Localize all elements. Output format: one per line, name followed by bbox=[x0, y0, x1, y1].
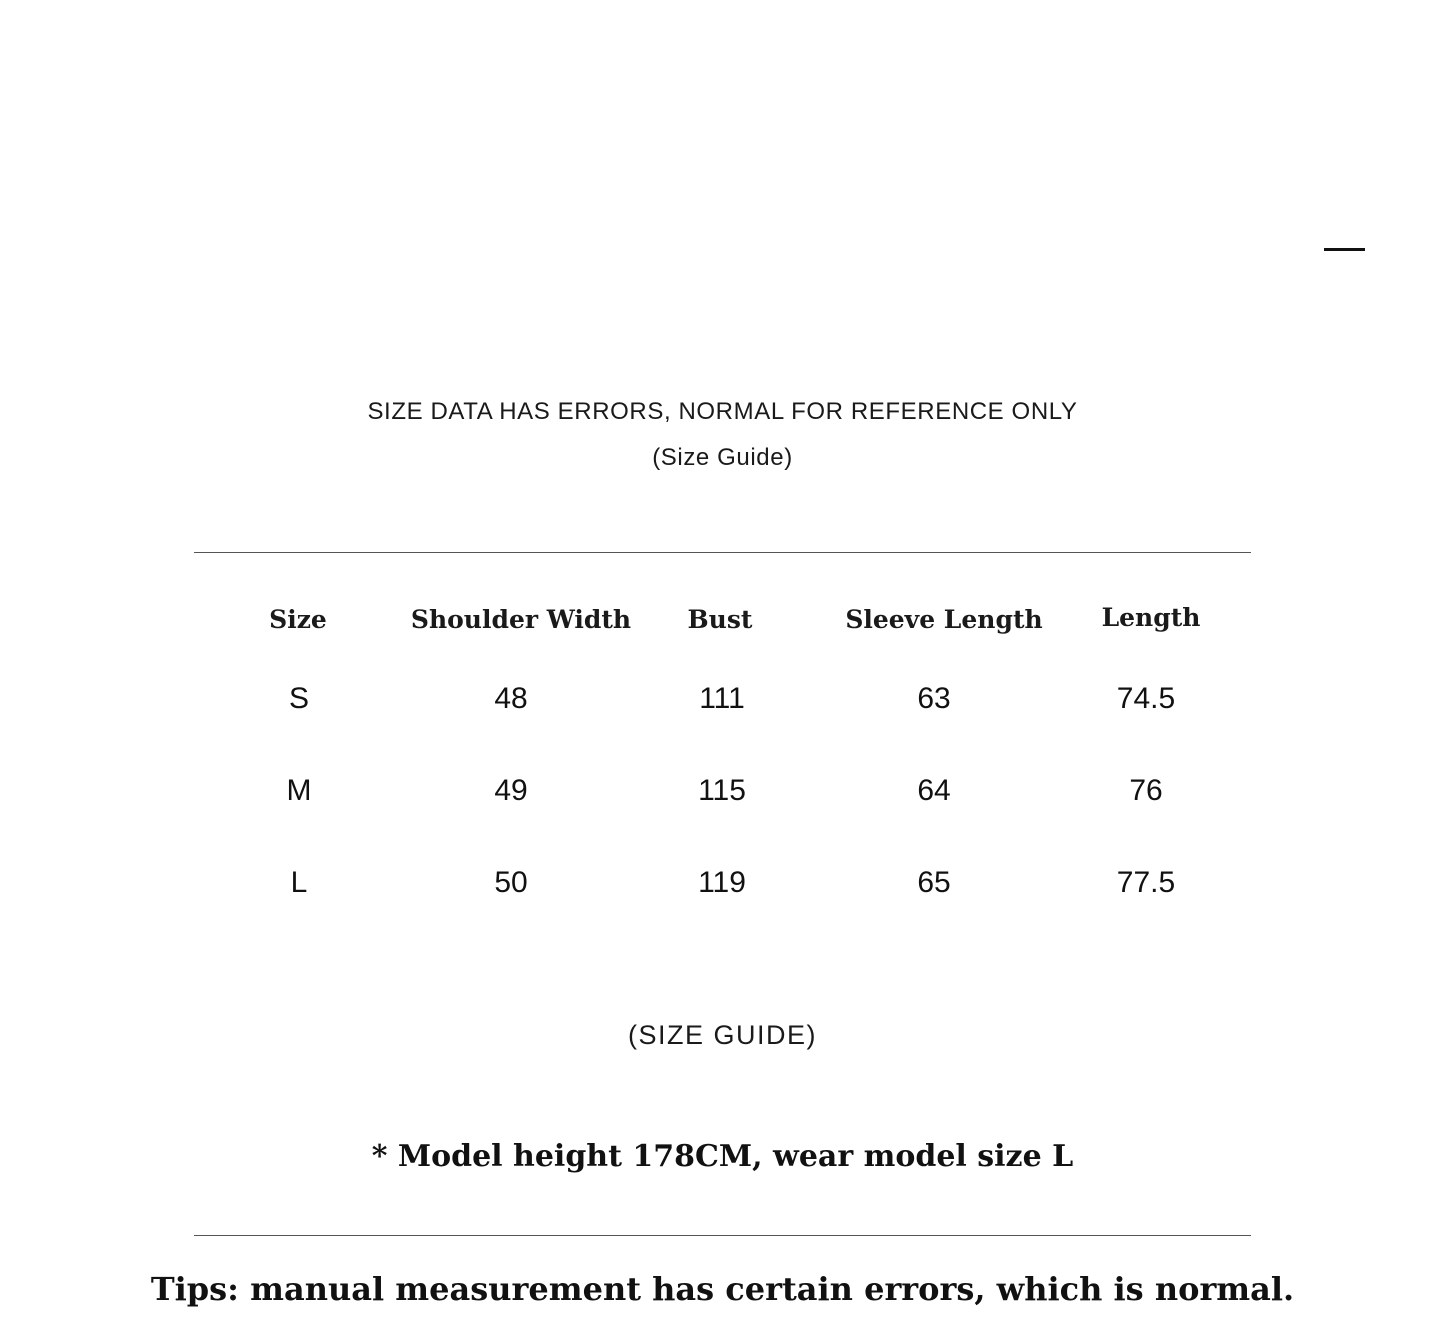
table-cell: 115 bbox=[698, 774, 746, 807]
table-cell: 49 bbox=[494, 774, 528, 807]
table-cell: 65 bbox=[917, 866, 951, 899]
table-cell: 50 bbox=[494, 866, 528, 899]
table-cell: 119 bbox=[698, 866, 746, 899]
table-cell: 111 bbox=[699, 682, 745, 715]
table-cell: 64 bbox=[917, 774, 951, 807]
size-guide-caption: (SIZE GUIDE) bbox=[627, 1020, 817, 1050]
table-cell: 48 bbox=[494, 682, 528, 715]
measurement-tips: Tips: manual measurement has certain errors, which is normal. bbox=[150, 1270, 1295, 1308]
model-height-note: * Model height 178CM, wear model size L bbox=[371, 1139, 1074, 1174]
column-header-bust: Bust bbox=[687, 605, 753, 634]
table-cell: S bbox=[288, 682, 310, 715]
size-guide-subtitle: (Size Guide) bbox=[652, 444, 793, 471]
reference-notice: SIZE DATA HAS ERRORS, NORMAL FOR REFERENCE ONLY bbox=[367, 398, 1078, 425]
minus-icon bbox=[1324, 248, 1365, 251]
table-cell: L bbox=[290, 866, 308, 899]
column-header-length: Length bbox=[1101, 603, 1201, 632]
divider-top bbox=[194, 552, 1251, 553]
table-cell: M bbox=[286, 774, 312, 807]
table-cell: 76 bbox=[1129, 774, 1163, 807]
column-header-sleeve-length: Sleeve Length bbox=[845, 605, 1043, 634]
divider-bottom bbox=[194, 1235, 1251, 1236]
table-cell: 74.5 bbox=[1116, 682, 1176, 715]
table-cell: 63 bbox=[917, 682, 951, 715]
table-cell: 77.5 bbox=[1116, 866, 1176, 899]
column-header-size: Size bbox=[269, 605, 327, 634]
column-header-shoulder-width: Shoulder Width bbox=[410, 605, 632, 634]
